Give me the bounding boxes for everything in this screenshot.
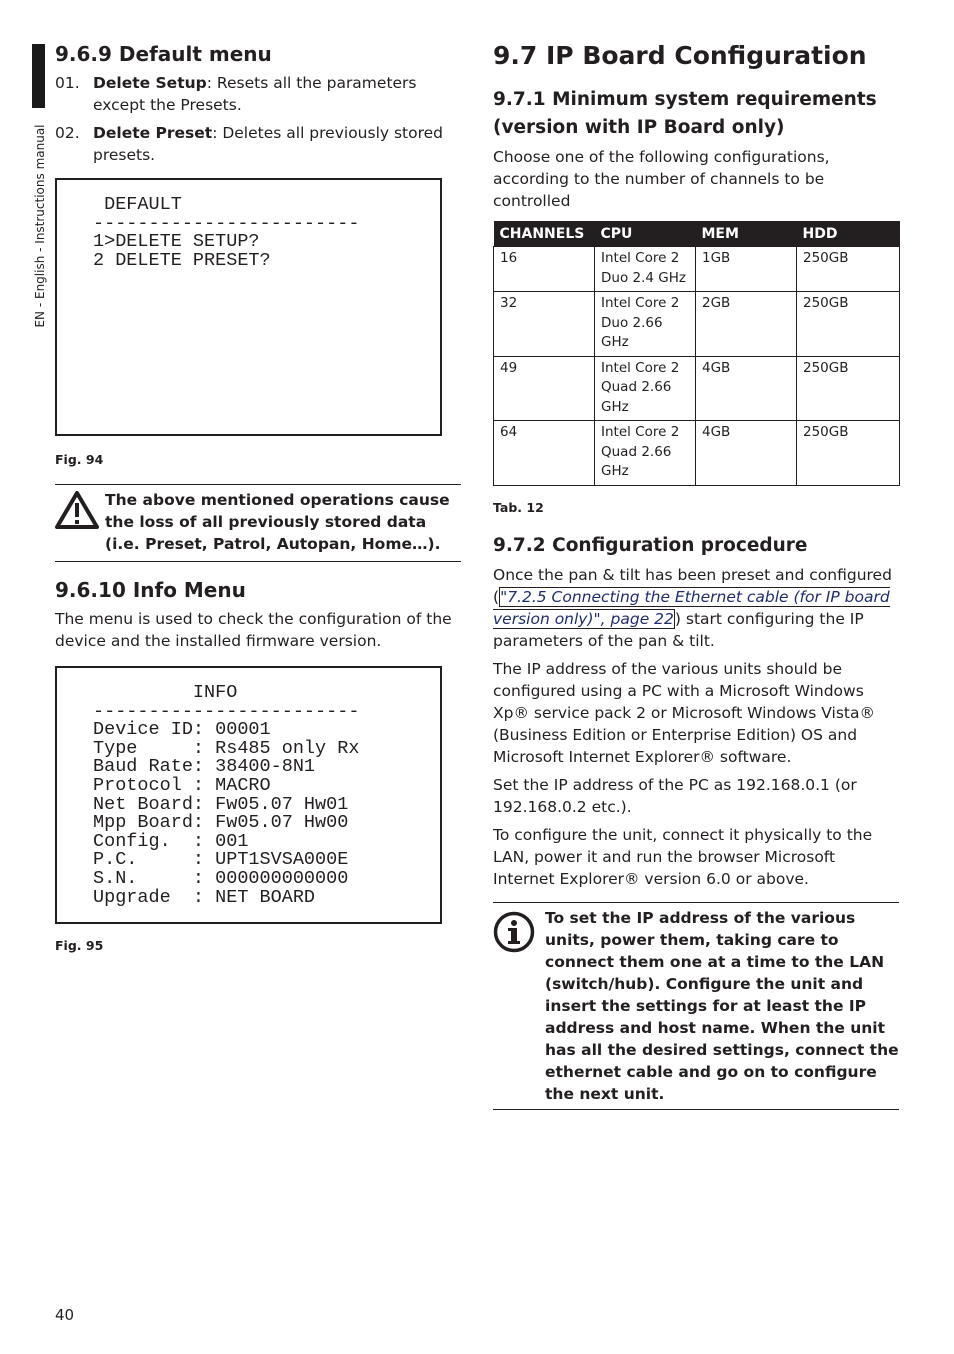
- header-cpu: CPU: [595, 221, 696, 247]
- table-row: [494, 421, 900, 486]
- default-menu-screen: DEFAULT ------------------------ 1>DELETE SETUP? 2 DELETE PRESET?: [55, 178, 442, 436]
- procedure-paragraph-3: Set the IP address of the PC as 192.168.0.1 (or 192.168.0.2 etc.).: [493, 775, 857, 816]
- figure-caption: Fig. 94: [55, 452, 104, 467]
- list-item-desc: : Deletes all previously stored presets.: [93, 124, 444, 164]
- table-cell: 4GB: [696, 356, 797, 421]
- list-item: [55, 122, 461, 166]
- requirements-heading: 9.7.1 Minimum system requirements (version with IP Board only): [493, 89, 877, 138]
- page-number: 40: [55, 1306, 75, 1324]
- list-item-desc: : Resets all the parameters except the Presets.: [93, 74, 417, 114]
- warning-icon: [55, 489, 105, 555]
- table-cell: Intel Core 2 Quad 2.66 GHz: [595, 356, 696, 421]
- list-item-number: 01.: [55, 74, 80, 92]
- table-cell: 250GB: [797, 356, 900, 421]
- sidebar-label: EN - English - Instructions manual: [33, 124, 47, 328]
- table-cell: 4GB: [696, 421, 797, 486]
- table-cell: 49: [494, 356, 595, 421]
- table-header-row: [494, 221, 900, 247]
- left-column: [55, 40, 461, 954]
- figure-caption: Fig. 95: [55, 938, 104, 953]
- table-cell: 250GB: [797, 247, 900, 292]
- procedure-heading: 9.7.2 Configuration procedure: [493, 534, 808, 556]
- right-column: [493, 38, 899, 1110]
- table-cell: 250GB: [797, 292, 900, 357]
- warning-box: [55, 484, 461, 562]
- warning-text: The above mentioned operations cause the loss of all previously stored data (i.e. Preset, Patrol, Autopan, Home…).: [105, 491, 450, 553]
- info-menu-heading: 9.6.10 Info Menu: [55, 578, 246, 602]
- table-row: [494, 356, 900, 421]
- table-cell: 1GB: [696, 247, 797, 292]
- table-row: [494, 247, 900, 292]
- default-menu-list: [55, 72, 461, 166]
- list-item: [55, 72, 461, 116]
- list-item-term: Delete Setup: [93, 74, 207, 92]
- list-item-term: Delete Preset: [93, 124, 213, 142]
- sidebar-marker: [32, 44, 45, 108]
- cross-reference-link[interactable]: "7.2.5 Connecting the Ethernet cable (for IP board version only)", page 22: [493, 587, 890, 628]
- list-item-number: 02.: [55, 124, 80, 142]
- procedure-paragraph-4: To configure the unit, connect it physically to the LAN, power it and run the browser Microsoft Internet Explorer® version 6.0 or above.: [493, 825, 873, 888]
- header-channels: CHANNELS: [494, 221, 595, 247]
- paragraph-text: ) start configuring the IP parameters of the pan & tilt.: [493, 609, 864, 650]
- table-row: [494, 292, 900, 357]
- info-icon: [493, 907, 545, 1105]
- info-menu-screen: INFO ------------------------ Device ID: 00001 Type : Rs485 only Rx Baud Rate: 38400-8N1 Protocol : MACRO Net Board: Fw05.07 Hw01 Mpp Board: Fw05.07 Hw00 Config. : 001 P.C. : UPT1SVSA000E S.N. : 000000000000 Upgrade : NET BOARD: [55, 666, 442, 924]
- info-menu-text: The menu is used to check the configuration of the device and the installed firmware version.: [55, 610, 452, 650]
- table-cell: Intel Core 2 Quad 2.66 GHz: [595, 421, 696, 486]
- header-mem: MEM: [696, 221, 797, 247]
- paragraph-text: Once the pan & tilt has been preset and configured (: [493, 565, 892, 606]
- table-cell: Intel Core 2 Duo 2.66 GHz: [595, 292, 696, 357]
- default-menu-heading: 9.6.9 Default menu: [55, 42, 272, 66]
- header-hdd: HDD: [797, 221, 900, 247]
- requirements-text: Choose one of the following configurations, according to the number of channels to be controlled: [493, 148, 830, 210]
- info-note-box: [493, 902, 899, 1110]
- table-cell: 64: [494, 421, 595, 486]
- info-note-text: To set the IP address of the various units, power them, taking care to connect them one at a time to the LAN (switch/hub). Configure the unit and insert the settings for at least the IP address and host name. When the unit has all the desired settings, connect the ethernet cable and go on to configure the next unit.: [545, 908, 899, 1103]
- procedure-paragraph-1: [493, 564, 899, 652]
- requirements-table: [493, 221, 900, 486]
- table-cell: 2GB: [696, 292, 797, 357]
- table-caption: Tab. 12: [493, 499, 544, 515]
- section-title: 9.7 IP Board Configuration: [493, 41, 867, 70]
- table-cell: 250GB: [797, 421, 900, 486]
- table-cell: Intel Core 2 Duo 2.4 GHz: [595, 247, 696, 292]
- table-cell: 16: [494, 247, 595, 292]
- table-cell: 32: [494, 292, 595, 357]
- procedure-paragraph-2: The IP address of the various units should be configured using a PC with a Microsoft Windows Xp® service pack 2 or Microsoft Windows Vista® (Business Edition or Enterprise Edition) OS and Microsoft Internet Explorer® software.: [493, 659, 875, 766]
